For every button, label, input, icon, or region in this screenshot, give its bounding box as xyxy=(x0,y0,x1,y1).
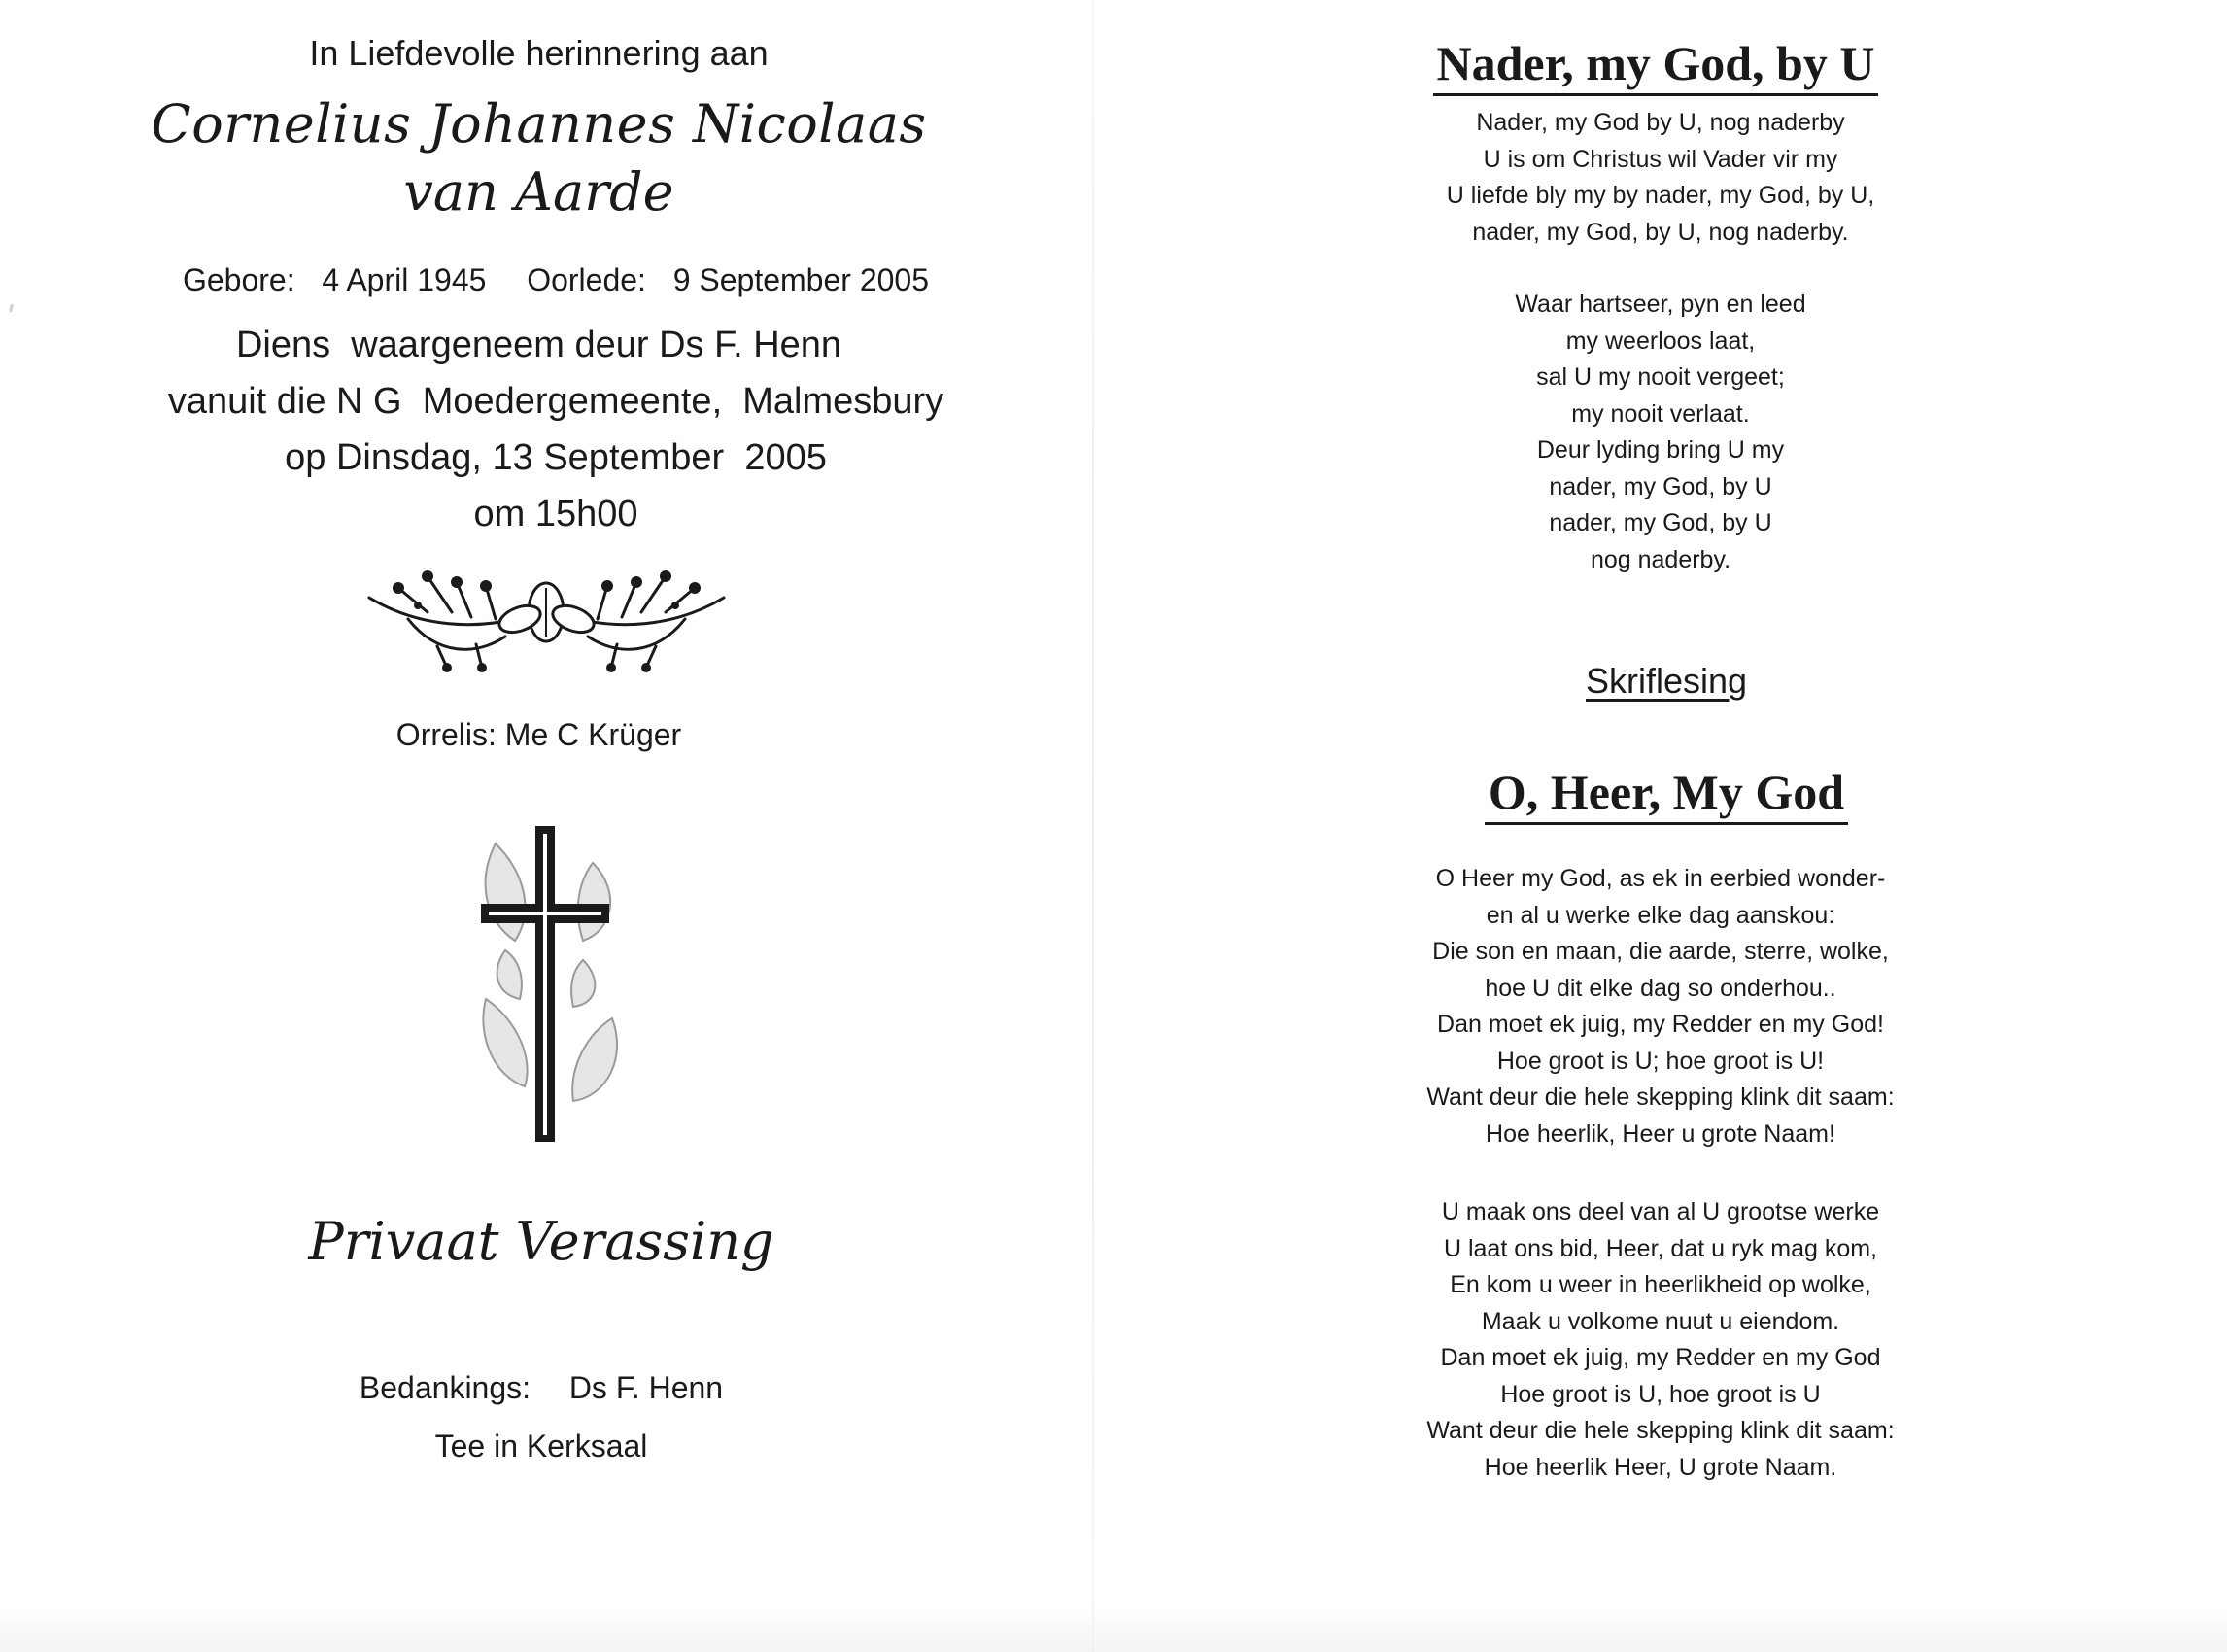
hymn1-v2-line: sal U my nooit vergeet; xyxy=(1536,363,1785,391)
hymn2-v2-line: U maak ons deel van al U grootse werke xyxy=(1441,1198,1880,1225)
died-label: Oorlede: xyxy=(527,262,646,297)
hymn2-v1-line: en al u werke elke dag aanskou: xyxy=(1486,901,1835,929)
hymn1-verse1 xyxy=(1094,105,2227,251)
hymn2-title-wrap xyxy=(1106,764,2227,825)
service-line-4: om 15h00 xyxy=(473,494,638,534)
hymn1-v2-line: Waar hartseer, pyn en leed xyxy=(1515,291,1806,318)
hymn2-v2-line: Want deur die hele skepping klink dit saam: xyxy=(1426,1417,1895,1444)
hymn1-title: Nader, my God, by U xyxy=(1433,35,1879,96)
hymn2-v2-line: En kom u weer in heerlikheid op wolke, xyxy=(1450,1271,1871,1298)
service-line-2: vanuit die N G Moedergemeente, Malmesbury xyxy=(167,381,944,422)
hymn2-v2-line: Hoe heerlik Heer, U grote Naam. xyxy=(1484,1453,1837,1481)
cross-with-lilies-icon xyxy=(466,824,632,1145)
hymn1-verse2 xyxy=(1094,287,2227,578)
hymn2-v1-line: Hoe groot is U; hoe groot is U! xyxy=(1496,1047,1825,1075)
hymn2-v1-line: O Heer my God, as ek in eerbied wonder- xyxy=(1435,865,1886,892)
hymn2-v1-line: Die son en maan, die aarde, sterre, wolke, xyxy=(1432,938,1889,965)
scan-bottom-edge xyxy=(0,1605,2227,1652)
organist-line: Orrelis: Me C Krüger xyxy=(395,717,682,752)
right-panel xyxy=(1094,0,2227,1652)
thanks-label: Bedankings: xyxy=(359,1370,531,1405)
hymn1-v1-line: nader, my God, by U, nog naderby. xyxy=(1472,218,1849,246)
deceased-name-line-1: Cornelius Johannes Nicolaas xyxy=(151,93,927,155)
hymn1-v1-line: Nader, my God by U, nog naderby xyxy=(1476,109,1845,136)
deceased-name-line-2: van Aarde xyxy=(403,161,674,223)
thanks-name: Ds F. Henn xyxy=(568,1370,724,1405)
left-panel xyxy=(0,0,1092,1652)
intro-line: In Liefdevolle herinnering aan xyxy=(309,33,769,73)
life-dates xyxy=(19,262,1092,298)
reading-heading: Skriflesing xyxy=(1585,661,1748,701)
hymn1-v2-line: my nooit verlaat. xyxy=(1571,399,1750,428)
hymn1-v2-line: Deur lyding bring U my xyxy=(1536,436,1785,464)
hymn1-v2-line: nader, my God, by U xyxy=(1549,472,1772,500)
hymn2-v1-line: Want deur die hele skepping klink dit saam: xyxy=(1426,1084,1895,1111)
floral-ornament-icon xyxy=(360,559,734,675)
hymn1-v1-line: U liefde bly my by nader, my God, by U, xyxy=(1446,182,1875,209)
reading-wrap xyxy=(1106,661,2227,702)
hymn2-v1-line: Hoe heerlik, Heer u grote Naam! xyxy=(1486,1119,1835,1148)
hymn1-title-wrap xyxy=(1084,35,2227,96)
hymn2-v2-line: U laat ons bid, Heer, dat u ryk mag kom, xyxy=(1443,1234,1878,1262)
hymn2-verse1 xyxy=(1094,861,2227,1153)
tea-line: Tee in Kerksaal xyxy=(434,1428,648,1463)
thanks-line xyxy=(0,1370,1092,1406)
service-line-3: op Dinsdag, 13 September 2005 xyxy=(285,437,827,478)
born-label: Gebore: xyxy=(182,262,295,297)
cremation-notice: Privaat Verassing xyxy=(308,1211,774,1272)
hymn2-v2-line: Dan moet ek juig, my Redder en my God xyxy=(1440,1344,1881,1371)
hymn2-verse2 xyxy=(1094,1194,2227,1486)
hymn2-v1-line: hoe U dit elke dag so onderhou.. xyxy=(1485,974,1836,1002)
hymn2-title: O, Heer, My God xyxy=(1485,764,1848,825)
hymn2-v2-line: Hoe groot is U, hoe groot is U xyxy=(1500,1380,1821,1408)
born-date: 4 April 1945 xyxy=(322,262,487,297)
hymn1-v1-line: U is om Christus wil Vader vir my xyxy=(1483,145,1838,173)
hymn1-v2-line: my weerloos laat, xyxy=(1565,327,1756,355)
died-date: 9 September 2005 xyxy=(672,262,929,297)
hymn1-v2-line: nader, my God, by U xyxy=(1549,509,1772,536)
hymn2-v2-line: Maak u volkome nuut u eiendom. xyxy=(1481,1307,1840,1335)
service-line-1: Diens waargeneem deur Ds F. Henn xyxy=(235,325,842,365)
hymn1-v2-line: nog naderby. xyxy=(1590,545,1731,573)
hymn2-v1-line: Dan moet ek juig, my Redder en my God! xyxy=(1437,1011,1884,1038)
